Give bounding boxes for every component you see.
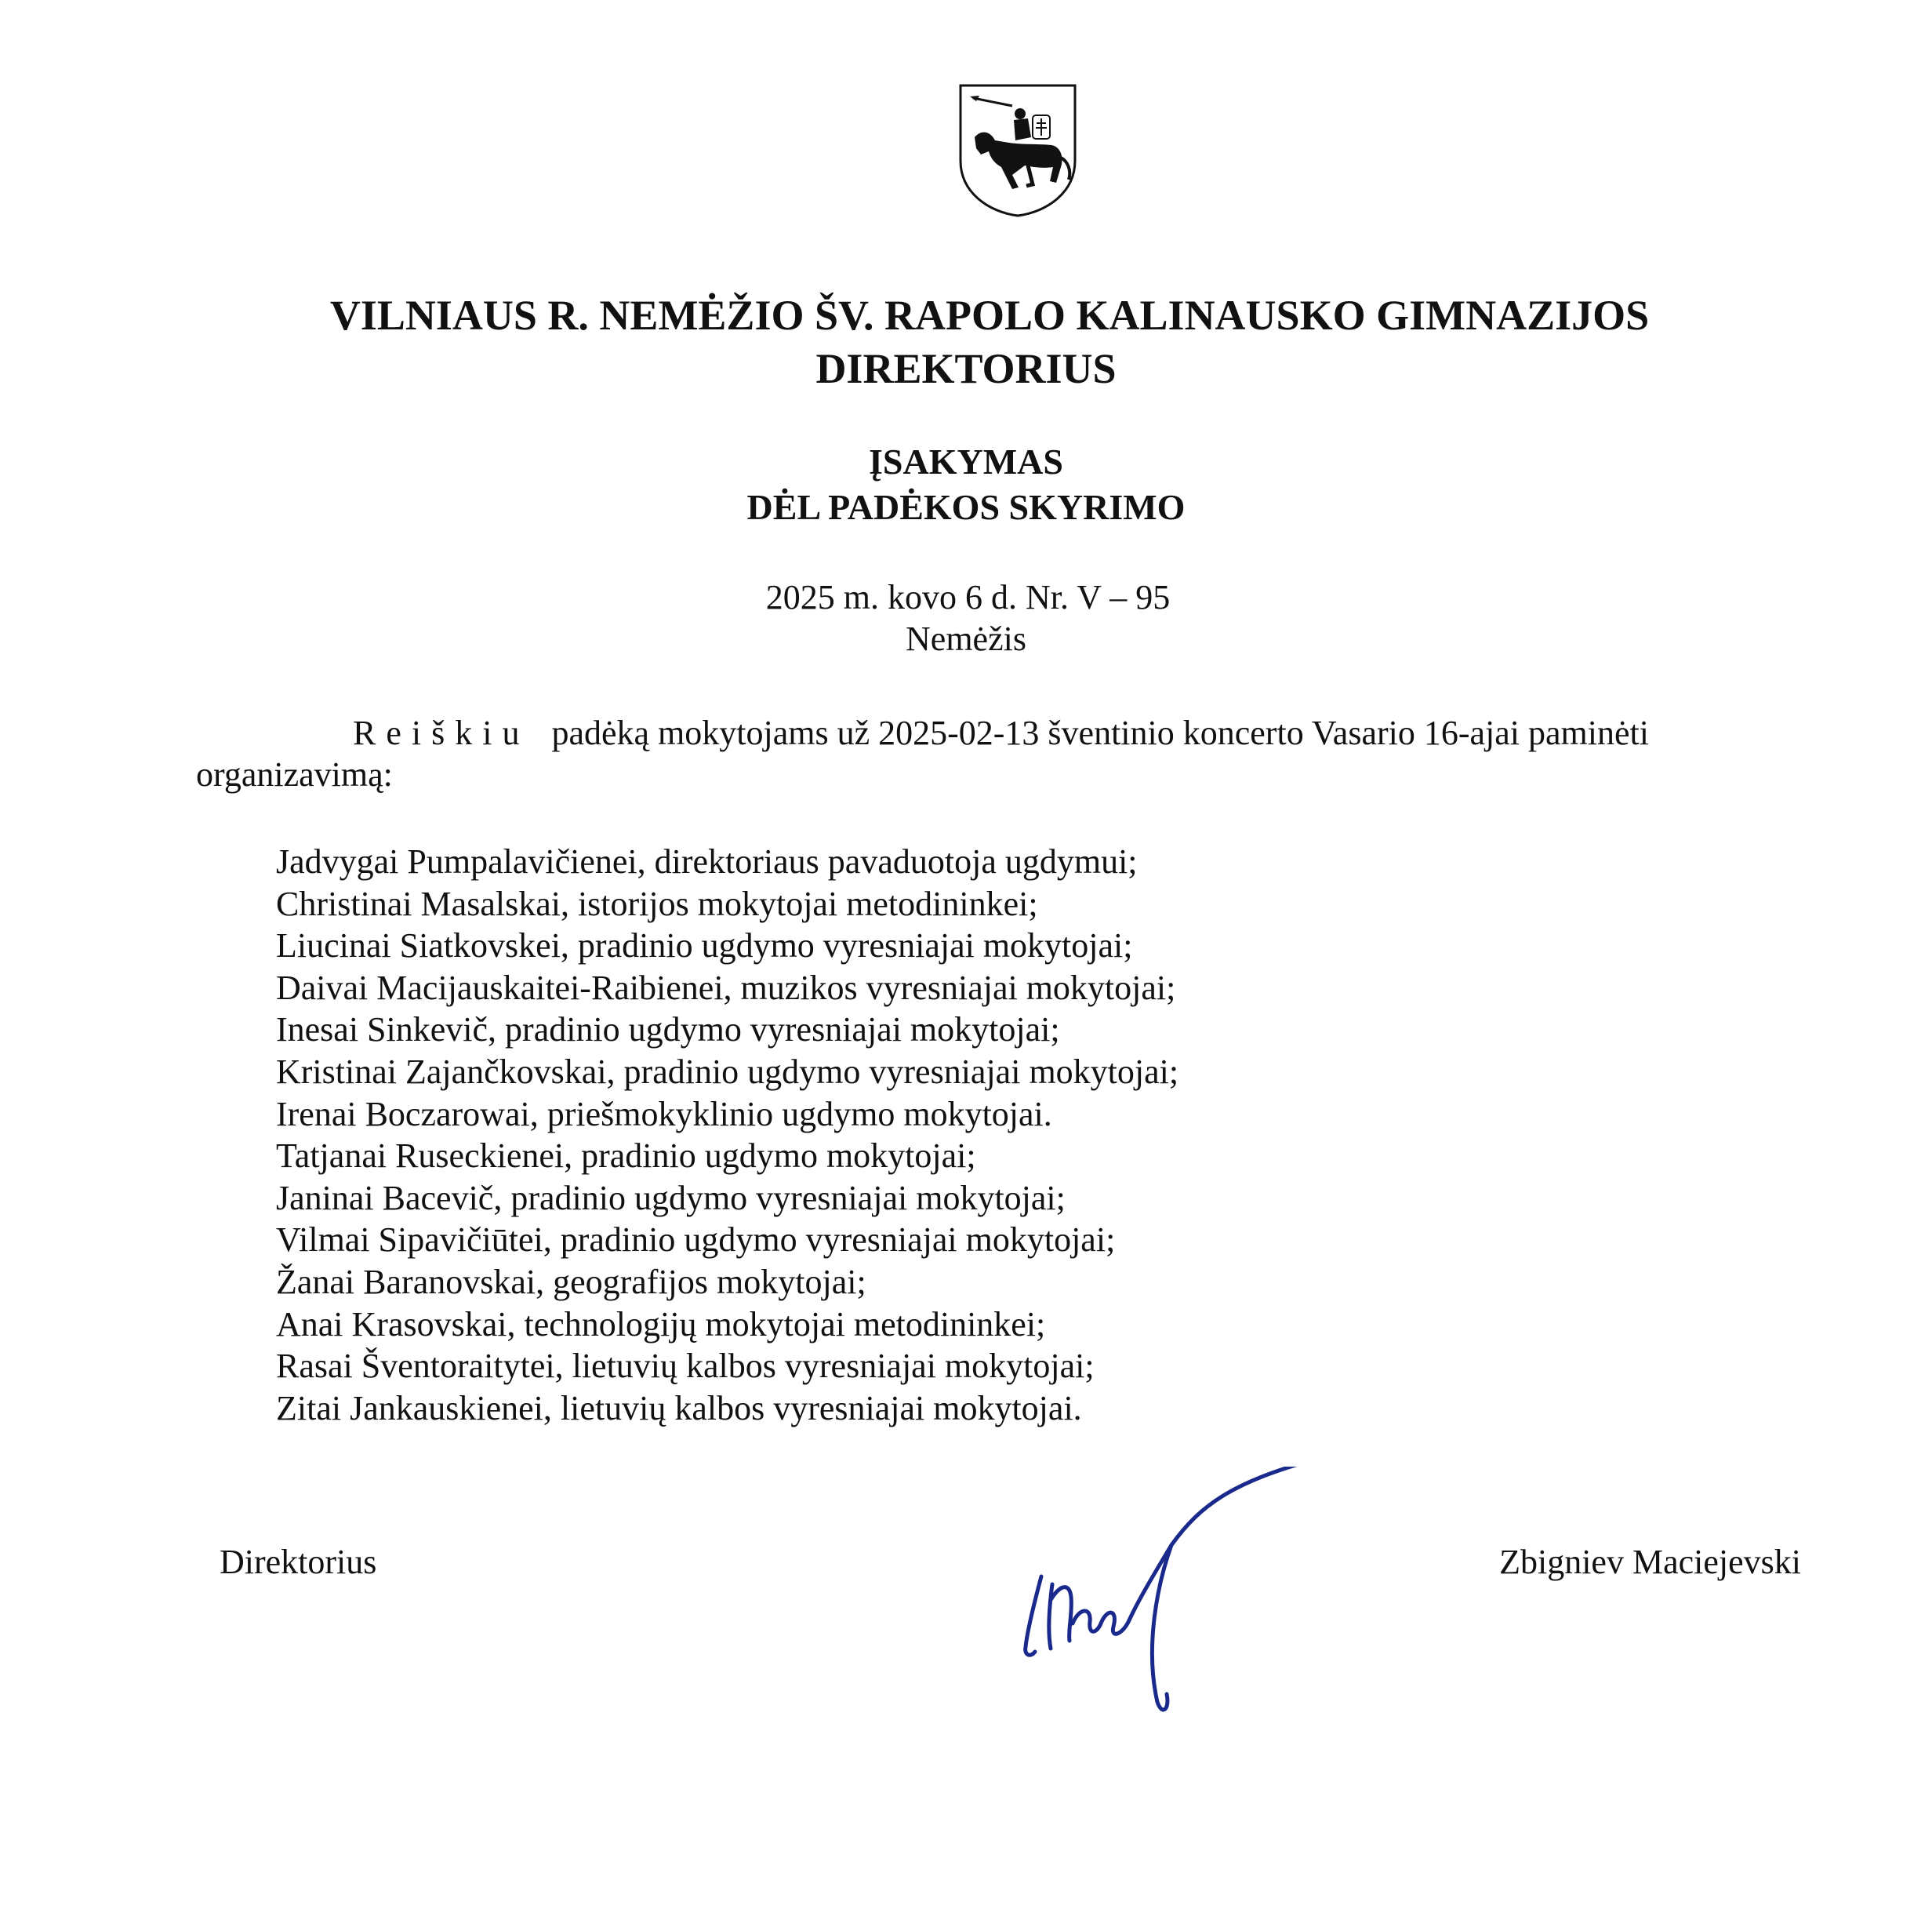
list-item: Rasai Šventoraitytei, lietuvių kalbos vyresniajai mokytojai; <box>276 1347 1095 1386</box>
list-item: Zitai Jankauskienei, lietuvių kalbos vyresniajai mokytojai. <box>276 1388 1082 1427</box>
body-line1: padėką mokytojams už 2025-02-13 šventinio koncerto Vasario 16-ajai paminėti <box>551 714 1649 752</box>
document-heading <box>0 439 1932 530</box>
document-type: ĮSAKYMAS <box>869 442 1063 482</box>
list-item: Kristinai Zajančkovskai, pradinio ugdymo vyresniajai mokytojai; <box>276 1052 1179 1091</box>
list-item: Irenai Boczarowai, priešmokyklinio ugdymo mokytojai. <box>276 1094 1052 1133</box>
list-item: Inesai Sinkevič, pradinio ugdymo vyresniajai mokytojai; <box>276 1010 1060 1049</box>
handwritten-signature <box>1004 1467 1333 1718</box>
list-item: Christinai Masalskai, istorijos mokytojai metodininkei; <box>276 884 1038 923</box>
body-line2: organizavimą: <box>196 755 393 794</box>
organization-title <box>0 289 1932 395</box>
document-place: Nemėžis <box>906 620 1026 658</box>
list-item: Tatjanai Ruseckienei, pradinio ugdymo mokytojai; <box>276 1136 976 1176</box>
vytis-coat-of-arms-icon <box>957 82 1078 219</box>
organization-name: VILNIAUS R. NEMĖŽIO ŠV. RAPOLO KALINAUSKO GIMNAZIJOS <box>329 292 1650 339</box>
signatory-name: Zbigniev Maciejevski <box>1499 1543 1801 1581</box>
list-item: Daivai Macijauskaitei-Raibienei, muzikos vyresniajai mokytojai; <box>276 968 1176 1007</box>
list-item: Žanai Baranovskai, geografijos mokytojai; <box>276 1262 866 1301</box>
document-date-number: 2025 m. kovo 6 d. Nr. V – 95 <box>765 578 1171 616</box>
signatory-position: Direktorius <box>220 1543 377 1581</box>
body-paragraph <box>196 712 1811 795</box>
document-date-block <box>0 576 1932 660</box>
list-item: Vilmai Sipavičiūtei, pradinio ugdymo vyresniajai mokytojai; <box>276 1220 1116 1260</box>
recipients-list <box>276 841 1178 1429</box>
list-item: Liucinai Siatkovskei, pradinio ugdymo vyresniajai mokytojai; <box>276 926 1133 965</box>
lead-word: Reiškiu <box>353 714 530 752</box>
organization-position: DIREKTORIUS <box>815 345 1117 392</box>
list-item: Janinai Bacevič, pradinio ugdymo vyresniajai mokytojai; <box>276 1178 1066 1217</box>
document-subject: DĖL PADĖKOS SKYRIMO <box>746 487 1186 527</box>
list-item: Jadvygai Pumpalavičienei, direktoriaus pavaduotoja ugdymui; <box>276 842 1138 881</box>
list-item: Anai Krasovskai, technologijų mokytojai metodininkei; <box>276 1304 1046 1343</box>
